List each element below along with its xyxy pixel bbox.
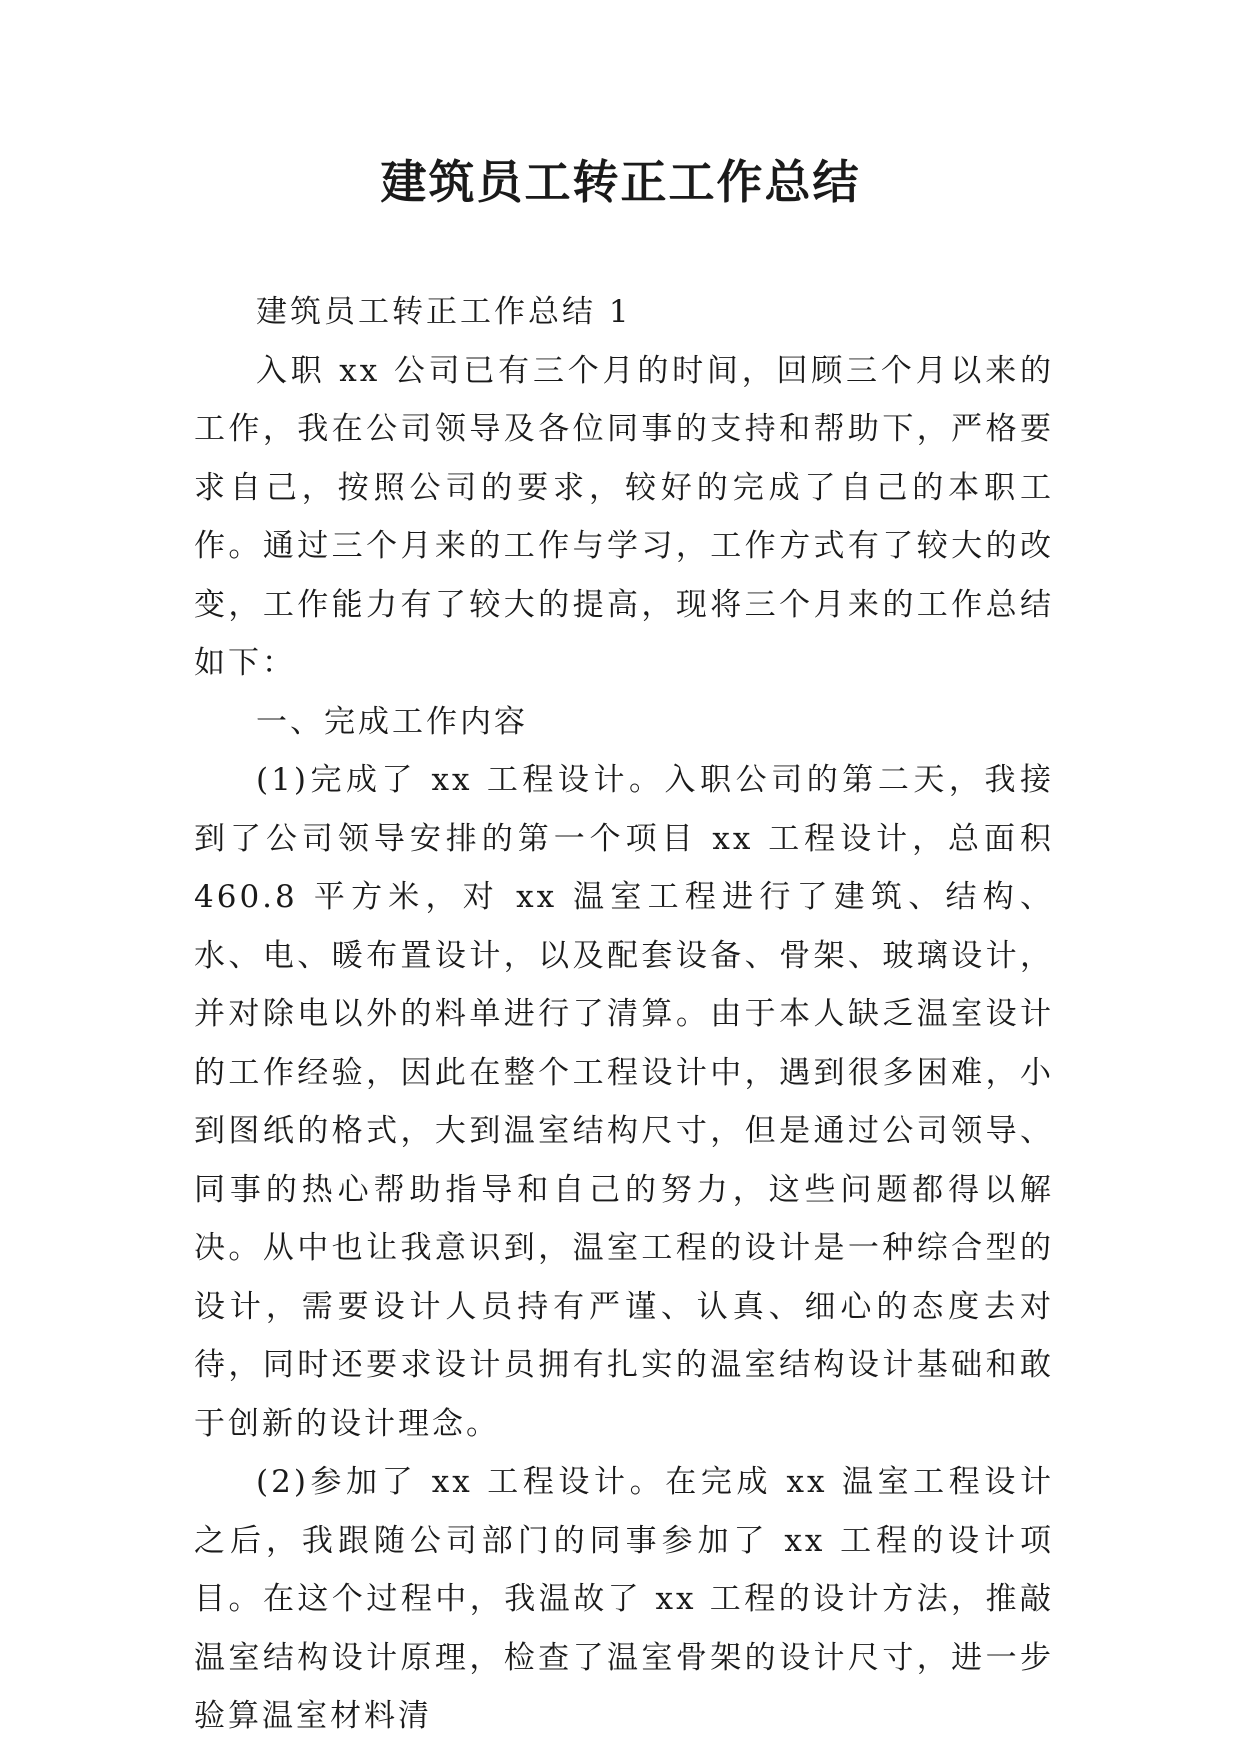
document-title: 建筑员工转正工作总结 — [380, 155, 861, 209]
paragraph-intro: 入职 xx 公司已有三个月的时间，回顾三个月以来的工作，我在公司领导及各位同事的支持和帮助下，严格要求自己，按照公司的要求，较好的完成了自己的本职工作。通过三个月来的工作与学习，工作方式有了较大的改变，工作能力有了较大的提高，现将三个月来的工作总结如下： — [194, 352, 1054, 681]
subsection-heading: 一、完成工作内容 — [256, 703, 528, 740]
section-heading: 建筑员工转正工作总结 1 — [256, 294, 632, 330]
paragraph-item-1: (1)完成了 xx 工程设计。入职公司的第二天，我接到了公司领导安排的第一个项目 xx 工程设计，总面积 460.8 平方米，对 xx 温室工程进行了建筑、结构、水、电、暖布置设计，以及配套设备、骨架、玻璃设计，并对除电以外的料单进行了清算。由于本人缺乏温室设计的工作经验，因此在整个工程设计中，遇到很多困难，小到图纸的格式，大到温室结构尺寸，但是通过公司领导、同事的热心帮助指导和自己的努力，这些问题都得以解决。从中也让我意识到，温室工程的设计是一种综合型的设计，需要设计人员持有严谨、认真、细心的态度去对待，同时还要求设计员拥有扎实的温室结构设计基础和敢于创新的设计理念。 — [194, 762, 1054, 1442]
paragraph-item-2: (2)参加了 xx 工程设计。在完成 xx 温室工程设计之后，我跟随公司部门的同事参加了 xx 工程的设计项目。在这个过程中，我温故了 xx 工程的设计方法，推敲温室结构设计原理，检查了温室骨架的设计尺寸，进一步验算温室材料清 — [194, 1464, 1054, 1734]
document-body — [194, 283, 1054, 1746]
